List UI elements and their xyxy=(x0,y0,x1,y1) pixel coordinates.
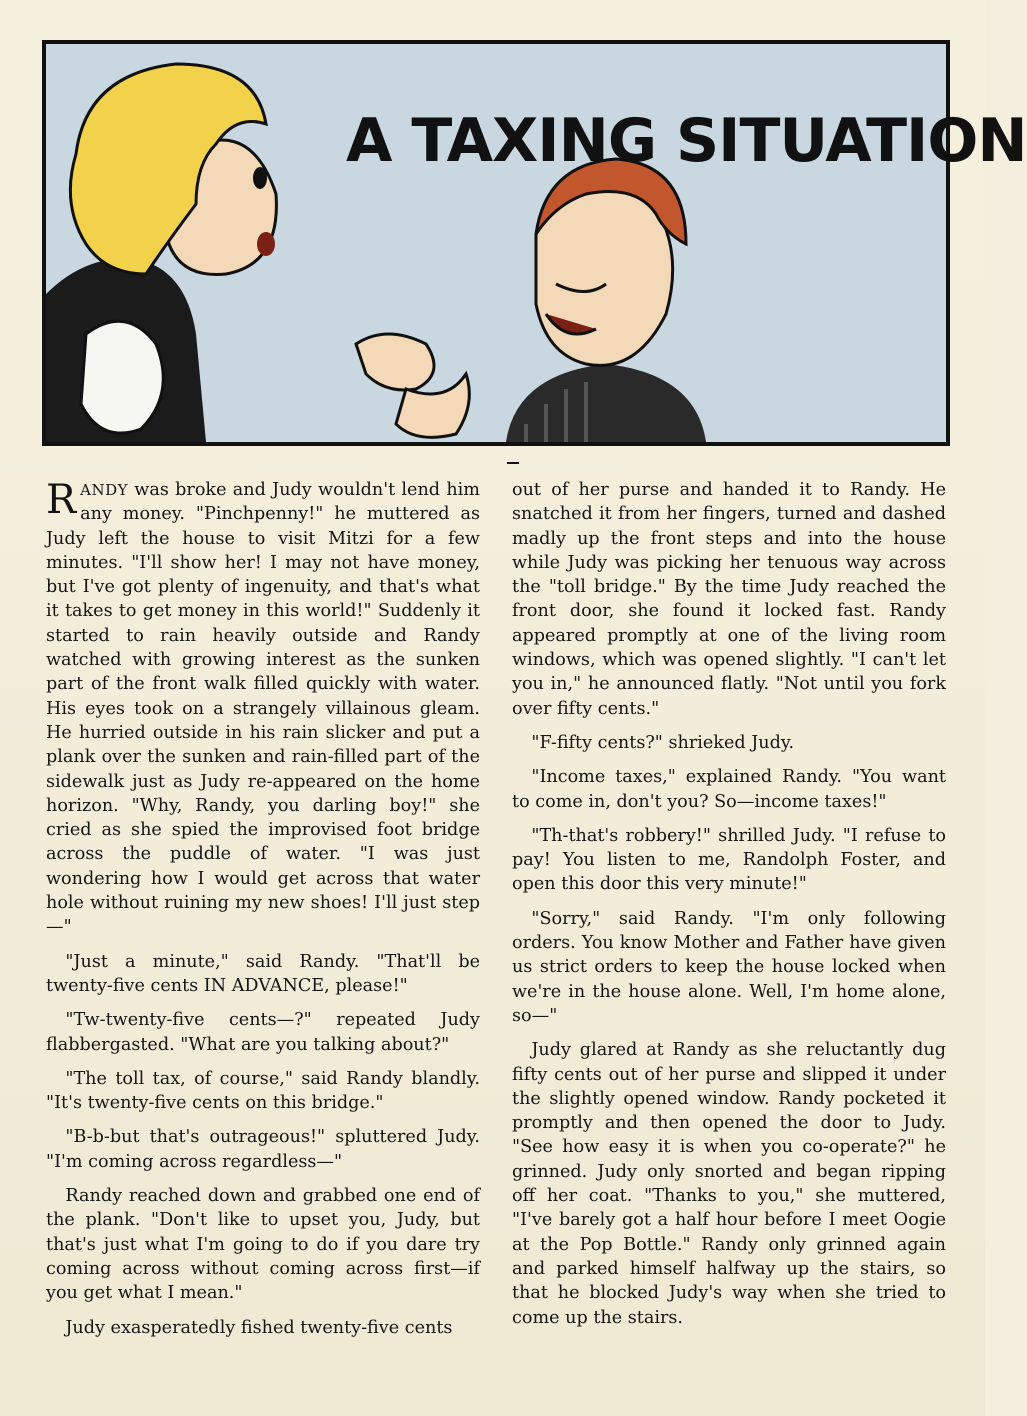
illustration-panel xyxy=(42,40,1027,446)
divider-mark xyxy=(507,462,519,464)
judy-eye xyxy=(253,167,267,189)
paragraph-11: "Th-that's robbery!" shrilled Judy. "I refuse to pay! You listen to me, Randolph Foster, and open this door this very minute!" xyxy=(512,825,946,895)
paragraph-7: Judy exasperatedly fished twenty-five cents xyxy=(65,1317,453,1338)
randy-shirt xyxy=(506,364,706,442)
paragraph-13: Judy glared at Randy as she reluctantly dug fifty cents out of her purse and slipped it under the slightly opened window. Randy pocketed it promptly and then opened the door to Judy. "See how easy it is when you co-operate?" he grinned. Judy only snorted and began ripping off her coat. "Thanks to you," she muttered, "I've barely got a half hour before I meet Oogie at the Pop Bottle." Randy only grinned again and parked himself halfway up the stairs, so that he blocked Judy's way when she tried to come up the stairs. xyxy=(512,1040,946,1328)
paragraph-10: "Income taxes," explained Randy. "You want to come in, don't you? So—income taxes!" xyxy=(512,767,946,812)
paragraph-5: "B-b-but that's outrageous!" spluttered Judy. "I'm coming across regardless—" xyxy=(46,1127,480,1172)
judy-and-randy-illustration xyxy=(46,44,946,442)
paragraph-9: "F-fifty cents?" shrieked Judy. xyxy=(531,732,795,753)
paragraph-3: "Tw-twenty-five cents—?" repeated Judy flabbergasted. "What are you talking about?" xyxy=(46,1010,480,1055)
judy-hand xyxy=(356,334,434,390)
paragraph-8: out of her purse and handed it to Randy. He snatched it from her fingers, turned and dashed madly up the front steps and into the house while Judy was picking her tenuous way across the "toll bridge." By the time Judy reached the front door, she found it locked fast. Randy appeared promptly at one of the living room windows, which was opened slightly. "I can't let you in," he announced flatly. "Not until you fork over fifty cents." xyxy=(512,480,946,719)
paragraph-1-lead: ANDY xyxy=(80,481,129,499)
paragraph-6: Randy reached down and grabbed one end of the plank. "Don't like to upset you, Judy, but that's just what I'm going to do if you dare try coming across without coming across first—if you get what I mean." xyxy=(46,1186,480,1304)
paragraph-1-text: was broke and Judy wouldn't lend him any money. "Pinchpenny!" he muttered as Judy left the house to visit Mitzi for a few minutes. "I'll show her! I may not have money, but I've got plenty of ingenuity, and that's what it takes to get money in this world!" Suddenly it started to rain heavily outside and Randy watched with growing interest as the sunken part of the front walk filled quickly with water. His eyes took on a strangely villainous gleam. He hurried outside in his rain slicker and put a plank over the sunken and rain-filled part of the sidewalk just as Judy re-appeared on the home horizon. "Why, Randy, you darling boy!" she cried as she spied the improvised foot bridge across the puddle of water. "I was just wondering how I would get across that water hole without ruining my new shoes! I'll just step—" xyxy=(46,480,480,938)
judy-sleeve xyxy=(81,321,163,433)
paragraph-1 xyxy=(46,478,480,940)
drop-cap: R xyxy=(46,477,77,523)
paragraph-12: "Sorry," said Randy. "I'm only following orders. You know Mother and Father have given us strict orders to keep the house locked when we're in the house alone. Well, I'm home alone, so—" xyxy=(512,908,946,1026)
paragraph-4: "The toll tax, of course," said Randy blandly. "It's twenty-five cents on this bridge." xyxy=(46,1068,480,1114)
judy-mouth xyxy=(257,232,275,256)
text-column-right xyxy=(512,478,946,1340)
story-title: A TAXING SITUATION xyxy=(346,106,1027,176)
text-column-left xyxy=(46,478,480,1350)
paragraph-2: "Just a minute," said Randy. "That'll be twenty-five cents IN ADVANCE, please!" xyxy=(46,951,480,996)
